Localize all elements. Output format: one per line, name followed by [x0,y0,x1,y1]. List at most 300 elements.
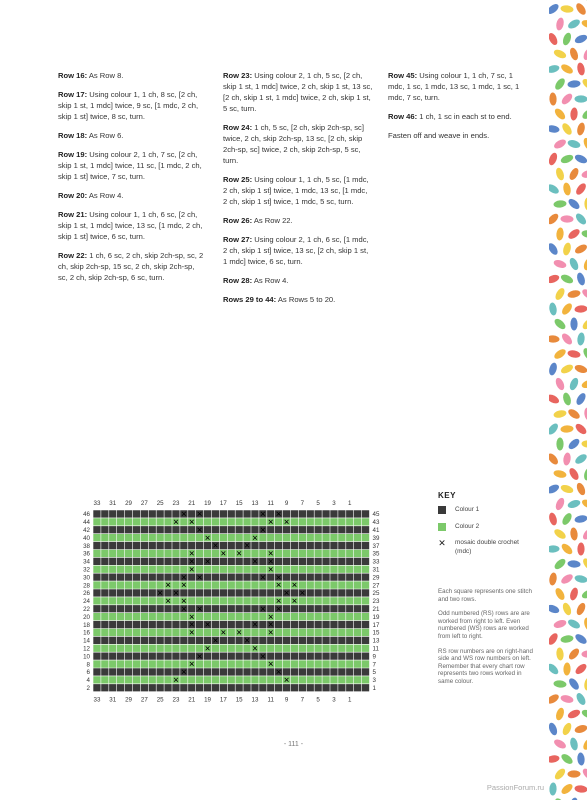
pattern-petal [549,545,560,553]
row-label-left: 16 [83,629,90,637]
pattern-petal [549,362,558,376]
row-label-left: 44 [83,519,90,527]
key-colour2 [438,523,533,531]
column-label: 7 [300,500,305,507]
row-label: Row 22: [58,251,88,260]
pattern-petal [553,77,566,92]
pattern-petal [554,377,566,392]
mdc-label: mosaic double crochet (mdc) [455,539,519,555]
row-label: Rows 29 to 44: [223,295,277,304]
pattern-petal [568,467,581,482]
row-label: Row 20: [58,191,88,200]
mdc-cross-icon: ✕ [180,667,187,677]
pattern-petal [581,557,587,572]
pattern-petal [575,482,587,497]
pattern-petal [562,242,572,256]
row-label-left: 34 [83,558,90,566]
row-label-left: 32 [83,566,90,574]
row-label-right: 41 [372,526,380,534]
mdc-cross-icon: ✕ [275,509,282,519]
column-label: 13 [251,696,259,704]
mdc-cross-icon: ✕ [180,596,187,606]
chart-stripe [93,660,370,668]
row-label-left: 26 [83,590,90,598]
row-instruction: Using colour 1, 1 ch, 8 sc, [2 ch, skip 1 st, 1 mdc] twice, 9 sc, [1 mdc, 2 ch, skip 1 st] twice, 8 sc, turn. [58,90,199,121]
pattern-petal [560,153,575,165]
column-label: 3 [332,500,336,507]
pattern-petal [582,347,587,362]
pattern-petal [567,770,580,777]
pattern-petal [577,332,586,346]
mdc-cross-icon: ✕ [267,556,274,566]
instruction-paragraph [223,70,373,114]
chart-stripe [93,534,370,542]
key-mdc [438,539,533,556]
column-label: 23 [172,500,180,507]
row-label-right: 9 [372,653,376,661]
mdc-cross-icon: ✕ [267,612,274,622]
pattern-petal [569,737,579,751]
pattern-petal [582,257,587,272]
mdc-cross-icon: ✕ [283,517,290,527]
instruction-paragraph [223,294,373,305]
pattern-petal [577,752,585,766]
column-label: 21 [188,500,196,507]
mdc-cross-icon: ✕ [172,517,180,527]
row-label-left: 42 [83,526,90,534]
mdc-cross-icon: ✕ [243,635,251,645]
mdc-cross-icon: ✕ [180,580,187,590]
row-label-right: 17 [372,621,380,629]
row-label-left: 28 [83,582,90,590]
mdc-cross-icon: ✕ [204,556,211,566]
pattern-petal [583,677,587,691]
row-label-right: 3 [372,677,376,685]
pattern-petal [567,18,582,31]
mdc-cross-icon: ✕ [188,620,195,630]
pattern-petal [581,378,587,389]
row-label: Row 17: [58,90,88,99]
row-label-right: 31 [372,566,380,574]
pattern-petal [555,17,565,31]
pattern-petal [581,317,587,331]
row-label-right: 15 [372,629,380,637]
mdc-cross-icon: ✕ [259,525,266,535]
mdc-cross-icon: ✕ [283,588,290,598]
pattern-petal [560,5,574,14]
decorative-pattern-border [549,0,587,800]
colour2-swatch [438,523,446,531]
row-label-left: 22 [83,605,90,613]
column-label: 15 [235,500,243,507]
row-label: Row 21: [58,210,88,219]
mdc-cross-icon: ✕ [180,604,187,614]
pattern-petal [562,392,573,406]
column-label: 29 [125,500,132,507]
chart-stripe [93,644,370,652]
pattern-petal [583,617,587,631]
pattern-petal [576,272,587,287]
row-instruction: As Row 8. [87,71,124,80]
pattern-petal [567,80,581,89]
mdc-cross-icon: ✕ [164,580,172,590]
column-label: 11 [267,696,274,704]
pattern-petal [560,752,575,766]
mdc-cross-icon: ✕ [180,572,187,582]
pattern-petal [574,305,587,313]
pattern-petal [553,738,568,751]
pattern-petal [554,287,567,302]
pattern-petal [574,153,587,165]
instruction-paragraph [58,149,206,182]
pattern-petal [549,64,560,74]
pattern-petal [553,107,567,121]
row-label-right: 21 [372,605,380,613]
instruction-paragraph [223,215,373,226]
pattern-petal [553,259,568,270]
pattern-petal [581,19,587,30]
pattern-petal [561,602,573,617]
pattern-petal [568,377,580,392]
mdc-cross-icon: ✕ [251,643,259,653]
pattern-petal [581,588,587,600]
column-label: 19 [204,500,211,507]
pattern-petal [567,0,581,1]
pattern-petal [549,393,560,405]
column-label: 5 [316,500,320,507]
pattern-petal [574,632,587,646]
row-label-right: 29 [372,574,380,582]
instruction-paragraph [58,250,206,283]
pattern-petal [574,724,587,735]
mdc-cross-icon: ✕ [188,556,195,566]
column-label: 11 [267,500,274,507]
column-label: 19 [204,696,211,704]
pattern-petal [549,483,560,495]
mdc-cross-icon: ✕ [275,572,282,582]
instruction-paragraph [223,234,373,267]
row-label-left: 24 [83,598,90,606]
pattern-petal [549,212,560,226]
watermark: PassionForum.ru [486,783,544,792]
row-instruction: Using colour 1, 1 ch, 6 sc, [2 ch, skip 1 st, 1 mdc] twice, 13 sc, [1 mdc, 2 ch, skip 1 st] twice, 6 sc, turn. [58,210,203,241]
pattern-petal [562,182,571,196]
row-instruction: As Row 4. [87,191,124,200]
chart-key [438,492,533,693]
mdc-cross-icon: ✕ [196,651,203,661]
mdc-cross-icon: ✕ [188,659,195,669]
pattern-petal [574,574,587,584]
mdc-cross-icon: ✕ [157,588,164,598]
row-label: Row 28: [223,276,253,285]
pattern-petal [549,124,560,133]
column-label: 15 [235,696,243,704]
column-label: 9 [284,500,289,507]
row-label-right: 7 [372,661,376,669]
row-instruction: As Row 22. [252,216,293,225]
mdc-cross-icon: ✕ [259,509,266,519]
pattern-petal [560,572,575,585]
pattern-petal [560,425,573,433]
pattern-petal [560,363,575,375]
pattern-petal [553,469,567,479]
pattern-petal [574,2,587,17]
pattern-petal [549,92,557,105]
row-label-right: 13 [372,637,380,645]
mdc-cross-icon: ✕ [236,549,243,559]
row-instruction: Using colour 2, 1 ch, 7 sc, [2 ch, skip 1 st, 1 mdc] twice, 11 sc, [1 mdc, 2 ch, skip 1 st] twice, 7 sc, turn. [58,150,202,181]
pattern-petal [581,737,587,752]
pattern-petal [569,587,580,602]
pattern-petal [553,409,567,419]
row-label-right: 33 [372,558,380,566]
pattern-petal [567,437,581,451]
row-label: Row 18: [58,131,88,140]
pattern-petal [581,287,587,300]
instructions-column-2 [223,70,373,313]
mdc-cross-icon: ✕ [188,564,195,574]
pattern-petal [567,227,582,241]
mdc-cross-icon: ✕ [204,643,211,653]
mdc-cross-icon: ✕ [251,620,259,630]
pattern-petal [567,289,581,299]
pattern-petal [560,273,575,285]
pattern-petal [549,782,557,795]
row-label-left: 10 [83,653,90,661]
row-label: Row 16: [58,71,88,80]
pattern-petal [568,167,581,182]
column-label: 5 [316,696,320,704]
row-label-left: 12 [83,645,90,653]
pattern-petal [553,619,568,630]
pattern-petal [553,317,567,331]
pattern-petal [574,243,587,256]
pattern-petal [567,647,581,662]
column-label: 23 [172,696,180,704]
row-label-left: 6 [86,669,90,677]
pattern-petal [567,618,582,631]
pattern-petal [574,363,587,374]
pattern-petal [584,407,587,421]
instruction-paragraph [223,275,373,286]
mosaic-chart [75,495,395,717]
instructions-column-3 [388,70,528,149]
pattern-petal [568,47,579,62]
chart-stripe [93,613,370,621]
row-instruction: 1 ch, 5 sc, [2 ch, skip 2ch-sp, sc] twice, 2 ch, skip 2ch-sp, 13 sc, [2 ch, skip 2ch-sp, sc] twice, 2 ch, skip 2ch-sp, 5 sc, turn. [223,123,364,165]
row-instruction: Using colour 1, 1 ch, 7 sc, 1 mdc, 1 sc, 1 mdc, 13 sc, 1 mdc, 1 sc, 1 mdc, 7 sc, turn. [388,71,520,102]
instruction-paragraph [58,190,206,201]
pattern-petal [561,32,572,47]
pattern-petal [549,572,558,586]
mdc-cross-icon: ✕ [275,596,282,606]
pattern-petal [567,139,582,150]
row-instruction: Using colour 1, 1 ch, 5 sc, [1 mdc, 2 ch, skip 1 st] twice, 1 mdc, 13 sc, [1 mdc, 2 ch, skip 1 st] twice, 1 mdc, 5 sc, turn. [223,175,369,206]
column-label: 25 [156,696,164,704]
row-label-right: 19 [372,613,380,621]
pattern-petal [581,440,587,448]
pattern-petal [570,107,578,121]
mdc-cross-icon: ✕ [267,628,274,638]
pattern-petal [553,347,568,360]
key-notes [438,588,533,686]
row-instruction: Using colour 2, 1 ch, 5 sc, [2 ch, skip 1 st, 1 mdc] twice, 2 ch, skip 1 st, 13 sc, [2 ch, skip 1 st, 1 mdc] twice, 2 ch, skip 1 st, 5 sc, turn. [223,71,373,113]
row-label-right: 1 [372,684,376,692]
row-label-left: 36 [83,550,90,558]
instruction-paragraph [58,70,206,81]
pattern-petal [575,392,587,407]
instruction-paragraph [58,209,206,242]
pattern-petal [560,782,575,796]
pattern-petal [549,603,560,614]
pattern-petal [553,48,568,60]
mdc-cross-icon: ✕ [299,588,306,598]
pattern-petal [581,708,587,720]
column-label: 17 [219,500,227,507]
key-note: RS row numbers are on right-hand side and WS row numbers on left. Remember that every chart row represents two rows worked in same colour. [438,647,533,685]
chart-stripe [93,565,370,573]
column-label: 27 [140,500,148,507]
row-label-right: 23 [372,598,380,606]
mdc-cross-icon: ✕ [275,580,282,590]
chart-stripe [93,581,370,589]
row-label: Row 26: [223,216,253,225]
pattern-petal [554,497,566,512]
row-instruction: Using colour 2, 1 ch, 6 sc, [1 mdc, 2 ch, skip 1 st] twice, 13 sc, [2 ch, skip 1 st, 1 mdc] twice, 6 sc, turn. [223,235,369,266]
mdc-cross-icon: ✕ [196,604,203,614]
pattern-petal [549,692,560,705]
mdc-cross-icon: ✕ [220,549,227,559]
column-label: 21 [188,696,196,704]
pattern-petal [567,708,582,720]
mdc-cross-icon: ✕ [275,604,282,614]
chart-stripe [93,629,370,637]
key-note: Odd numbered (RS) rows are are worked from right to left. Even numbered (WS) rows are worked from left to right. [438,610,530,640]
mdc-cross-icon: ✕ [259,604,266,614]
pattern-petal [560,92,574,106]
pattern-petal [555,167,566,182]
mdc-cross-icon: ✕ [172,588,180,598]
pattern-petal [560,332,574,347]
mdc-cross-icon: ✕ [243,541,251,551]
page-number: - 111 - [283,741,304,748]
pattern-petal [581,169,587,179]
pattern-petal [549,302,558,316]
pattern-petal [576,62,586,76]
pattern-petal [583,467,587,481]
pattern-petal [567,407,582,420]
row-instruction: As Row 4. [252,276,289,285]
column-label: 17 [219,696,227,704]
pattern-petal [553,797,566,800]
pattern-petal [549,335,560,343]
pattern-petal [581,229,587,238]
row-label-right: 35 [372,550,380,558]
row-label-left: 18 [83,621,90,629]
pattern-petal [549,32,559,47]
instruction-paragraph [58,89,206,122]
key-title: KEY [438,491,456,500]
row-label-right: 5 [372,669,376,677]
row-label: Row 24: [223,123,253,132]
pattern-petal [553,138,568,151]
pattern-petal [563,452,572,466]
row-instruction: 1 ch, 1 sc in each st to end. [417,112,512,121]
row-instruction: 1 ch, 6 sc, 2 ch, skip 2ch-sp, sc, 2 ch, skip 2ch-sp, 15 sc, 2 ch, skip 2ch-sp, sc, 2 ch, skip 2ch-sp, 6 sc, turn. [58,251,204,282]
row-label-left: 46 [83,511,90,519]
mdc-cross-icon: ✕ [172,675,180,685]
column-label: 1 [348,500,352,507]
pattern-petal [549,242,560,257]
mdc-cross-icon: ✕ [259,572,266,582]
pattern-petal [560,122,573,137]
chart-stripe [93,550,370,558]
mdc-cross-icon: ✕ [267,564,274,574]
pattern-petal [581,527,587,542]
pattern-petal [553,557,567,571]
row-label-left: 14 [83,637,90,645]
instruction-paragraph [388,130,528,141]
pattern-petal [561,722,573,737]
row-label-right: 37 [372,542,380,550]
pattern-petal [577,542,584,555]
pattern-petal [549,273,560,284]
column-label: 13 [251,500,259,507]
pattern-petal [556,438,563,451]
mdc-cross-icon: ✕ [251,533,259,543]
pattern-petal [560,483,575,494]
pattern-petal [560,302,574,317]
row-label-right: 27 [372,582,380,590]
column-label: 7 [300,696,305,704]
pattern-petal [549,422,560,437]
column-label: 3 [332,696,336,704]
mdc-cross-icon: ✕ [180,509,187,519]
pattern-petal [574,662,587,676]
pattern-petal [568,257,580,272]
instruction-paragraph [223,174,373,207]
pattern-petal [567,560,581,568]
pattern-petal [554,587,567,602]
pattern-petal [556,227,565,241]
mdc-cross-icon: ✕ [212,635,219,645]
mdc-cross-icon: ✕ [196,525,203,535]
pattern-petal [563,662,571,675]
row-label-right: 45 [372,511,380,519]
row-label-left: 8 [86,661,90,669]
pattern-petal [549,662,560,676]
pattern-petal [553,527,568,540]
row-label-left: 4 [86,677,90,685]
mdc-cross-icon: ✕ [275,667,282,677]
chart-stripe [93,518,370,526]
pattern-petal [556,647,565,661]
row-label-right: 11 [372,645,379,653]
instruction-paragraph [388,70,528,103]
row-instruction: As Row 6. [87,131,124,140]
pattern-petal [574,33,587,45]
pattern-petal [549,152,559,167]
mdc-cross-icon: ✕ [188,517,195,527]
column-label: 27 [140,696,148,704]
pattern-petal [553,680,567,689]
pattern-petal [560,542,574,556]
pattern-petal [581,650,587,658]
pattern-petal [567,349,581,359]
pattern-petal [549,722,559,737]
cross-icon: ✕ [438,538,446,549]
pattern-petal [581,498,587,510]
